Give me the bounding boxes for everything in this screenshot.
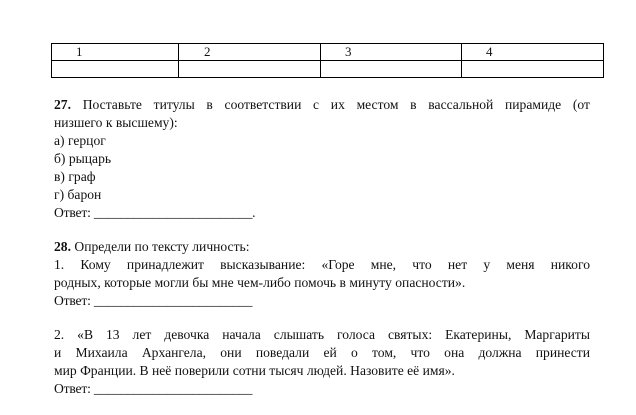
question-28-item1-line-1: 1. Кому принадлежит высказывание: «Горе мне, что нет у меня никого xyxy=(54,257,590,272)
question-27-line-1 xyxy=(54,96,590,114)
answer-table-header-cell: 4 xyxy=(462,44,604,61)
answer-28-2-field[interactable]: Ответ: ________________________ xyxy=(54,381,253,396)
answer-table-input-cell[interactable] xyxy=(462,61,604,78)
question-27 xyxy=(54,96,590,222)
option-c: в) граф xyxy=(54,169,96,184)
answer-table-header-row xyxy=(52,44,604,61)
answer-table-header-cell: 1 xyxy=(52,44,179,61)
option-d: г) барон xyxy=(54,187,102,202)
question-27-text: Поставьте титулы в соответствии с их местом в вассальной пирамиде (от xyxy=(82,97,590,112)
answer-table-header-cell: 2 xyxy=(179,44,321,61)
option-b: б) рыцарь xyxy=(54,151,112,166)
answer-28-1-field[interactable]: Ответ: ________________________ xyxy=(54,293,253,308)
question-28-intro-line xyxy=(54,238,590,256)
question-28-item2 xyxy=(54,326,590,398)
question-27-number: 27. xyxy=(54,97,71,112)
option-a: а) герцог xyxy=(54,133,106,148)
question-28-item1-line-2: родных, которые могли бы мне чем-либо помочь в минуту опасности». xyxy=(54,275,466,290)
answer-table-input-cell[interactable] xyxy=(321,61,462,78)
question-28-number: 28. xyxy=(54,239,71,254)
question-28-intro: Определи по тексту личность: xyxy=(74,239,250,254)
question-28-item2-line-3: мир Франции. В неё поверили сотни тысяч людей. Назовите её имя». xyxy=(54,363,455,378)
answer-table-input-cell[interactable] xyxy=(179,61,321,78)
question-27-line-2: низшего к высшему): xyxy=(54,115,178,130)
answer-table xyxy=(51,43,604,78)
question-28-item2-line-1: 2. «В 13 лет девочка начала слышать голоса святых: Екатерины, Маргариты xyxy=(54,327,590,342)
question-28 xyxy=(54,238,590,310)
answer-table-input-row xyxy=(52,61,604,78)
question-28-item2-line-2: и Михаила Архангела, они поведали ей о том, что она должна принести xyxy=(54,345,590,360)
answer-27-field[interactable]: Ответ: ________________________. xyxy=(54,205,256,220)
answer-table-header-cell: 3 xyxy=(321,44,462,61)
answer-table-input-cell[interactable] xyxy=(52,61,179,78)
